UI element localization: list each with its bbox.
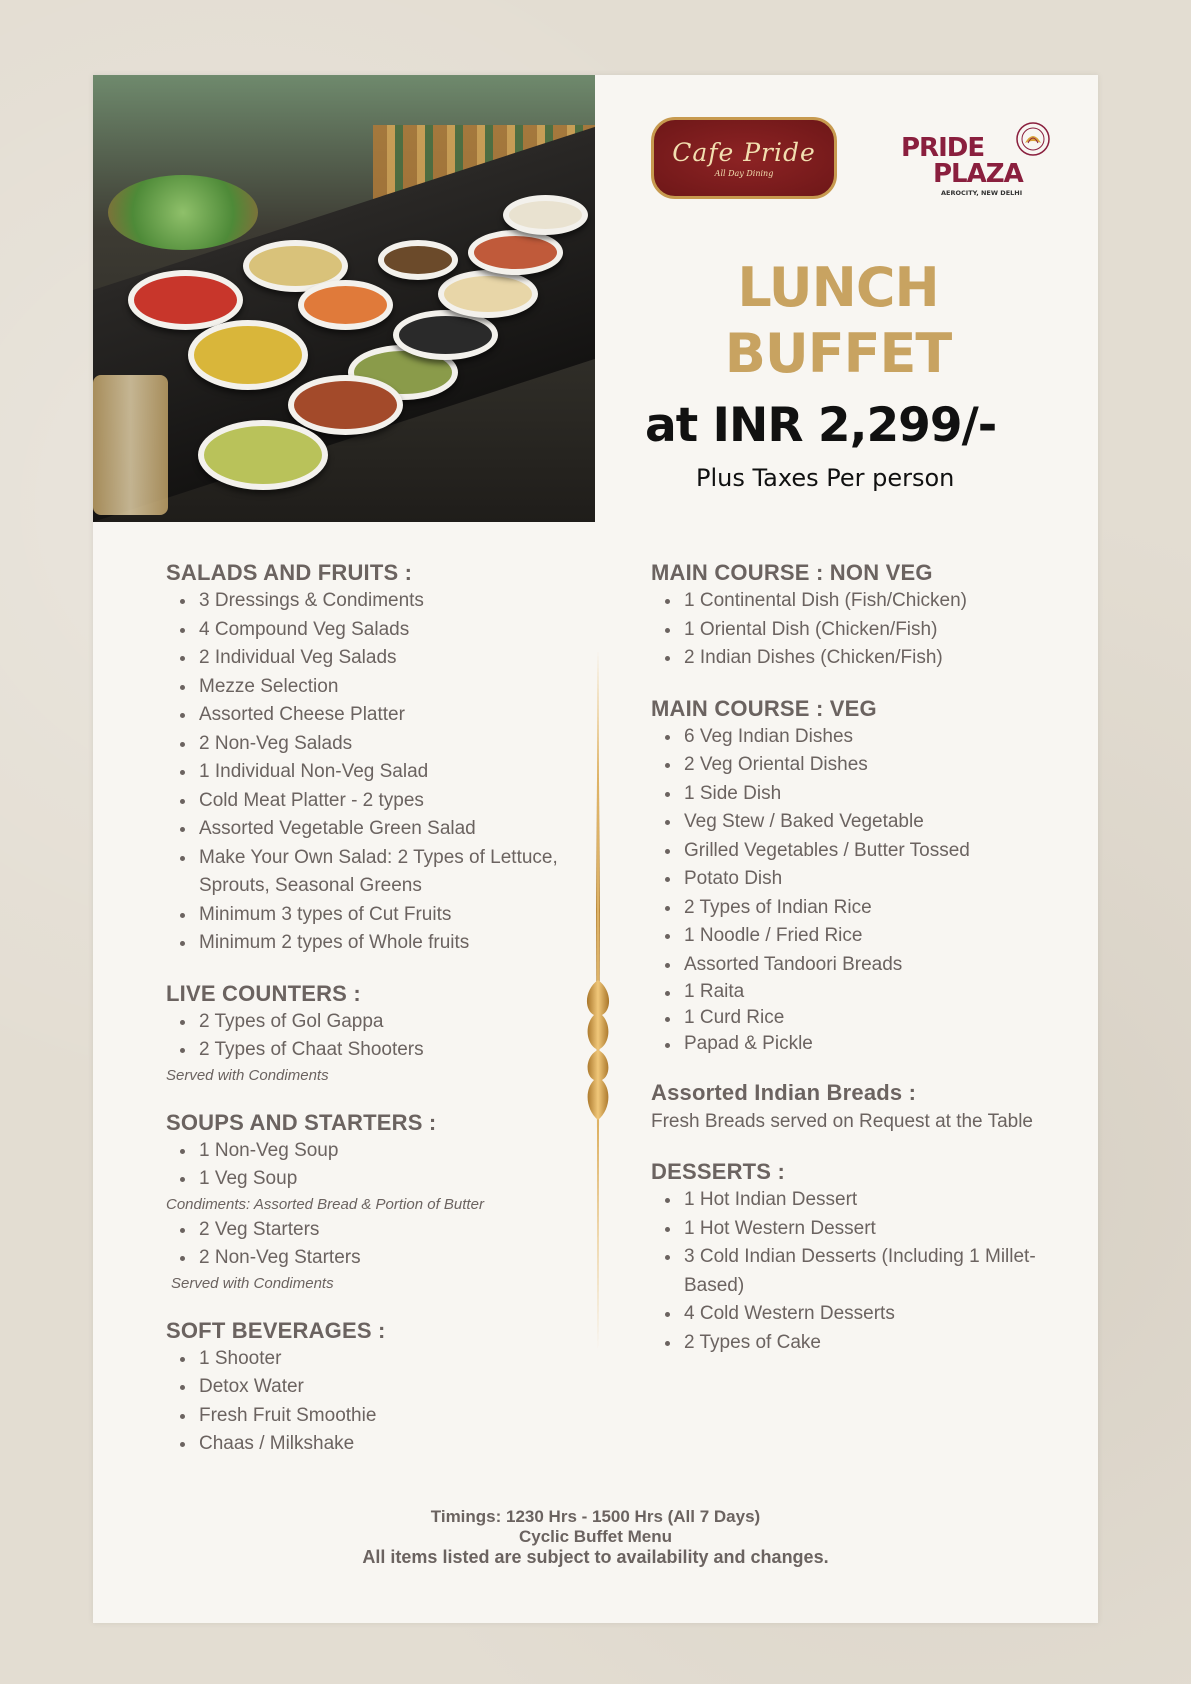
photo-bowl [378, 240, 458, 280]
list-item: 1 Oriental Dish (Chicken/Fish) [651, 616, 1061, 645]
photo-jar [93, 375, 168, 515]
hotel-logo-location: AEROCITY, NEW DELHI [941, 189, 1023, 197]
list-item: Papad & Pickle [651, 1031, 1061, 1057]
list-item: 1 Continental Dish (Fish/Chicken) [651, 587, 1061, 616]
salads-list [166, 587, 596, 958]
list-item: 2 Non-Veg Starters [166, 1244, 596, 1273]
section-title: DESSERTS : [651, 1159, 786, 1184]
list-item: 2 Veg Oriental Dishes [651, 751, 1061, 780]
section-title: Assorted Indian Breads : [651, 1080, 917, 1105]
list-item: 1 Shooter [166, 1345, 596, 1374]
desserts-list [651, 1186, 1061, 1357]
list-item: Cold Meat Platter - 2 types [166, 787, 596, 816]
hotel-logo-line2: PLAZA [933, 159, 1023, 189]
lotus-icon [1013, 119, 1053, 159]
section-title: SOFT BEVERAGES : [166, 1317, 386, 1343]
section-title: MAIN COURSE : VEG [651, 695, 877, 721]
section-note: Served with Condiments [171, 1274, 334, 1292]
left-menu-column [166, 559, 596, 1481]
veg-list [651, 723, 1061, 1058]
list-item: 1 Veg Soup [166, 1165, 596, 1194]
cafe-pride-logo [651, 117, 837, 199]
photo-bowl [298, 280, 393, 330]
photo-salad-bowl [108, 175, 258, 250]
list-item: 1 Raita [651, 979, 1061, 1005]
list-item: 1 Side Dish [651, 780, 1061, 809]
list-item: 6 Veg Indian Dishes [651, 723, 1061, 752]
price-note: Plus Taxes Per person [696, 464, 955, 492]
footer [93, 1507, 1098, 1567]
list-item: 2 Individual Veg Salads [166, 644, 596, 673]
photo-bowl [468, 230, 563, 275]
nonveg-list [651, 587, 1061, 673]
hotel-logo-line1: PRIDE [901, 133, 985, 163]
list-item: 1 Individual Non-Veg Salad [166, 758, 596, 787]
section-title: MAIN COURSE : NON VEG [651, 560, 933, 585]
cafe-logo-name: Cafe Pride [672, 138, 816, 167]
section-note: Served with Condiments [166, 1066, 329, 1084]
soups-list [166, 1137, 596, 1194]
section-title: SOUPS AND STARTERS : [166, 1109, 437, 1135]
list-item: Detox Water [166, 1373, 596, 1402]
menu-card [93, 75, 1098, 1623]
list-item: Veg Stew / Baked Vegetable [651, 808, 1061, 837]
list-item: 1 Noodle / Fried Rice [651, 922, 1061, 951]
list-item: Fresh Fruit Smoothie [166, 1402, 596, 1431]
nonveg-section [651, 559, 1061, 673]
timings-text: Timings: 1230 Hrs - 1500 Hrs (All 7 Days) [430, 1507, 761, 1526]
list-item: 2 Veg Starters [166, 1216, 596, 1245]
list-item: Assorted Tandoori Breads [651, 951, 1061, 980]
section-title: SALADS AND FRUITS : [166, 560, 413, 585]
list-item: 2 Non-Veg Salads [166, 730, 596, 759]
photo-bowl [438, 270, 538, 318]
list-item: Assorted Vegetable Green Salad [166, 815, 596, 844]
starters-list [166, 1216, 596, 1273]
photo-bowl [288, 375, 403, 435]
salads-section [166, 559, 596, 958]
breads-section [651, 1079, 1061, 1136]
menu-title-line2: BUFFET [724, 322, 952, 385]
cyclic-menu-text: Cyclic Buffet Menu [518, 1527, 673, 1546]
list-item: Assorted Cheese Platter [166, 701, 596, 730]
beverages-section [166, 1317, 596, 1459]
list-item: 4 Compound Veg Salads [166, 616, 596, 645]
photo-bowl [198, 420, 328, 490]
list-item: Chaas / Milkshake [166, 1430, 596, 1459]
list-item: Minimum 3 types of Cut Fruits [166, 901, 596, 930]
list-item: 3 Cold Indian Desserts (Including 1 Millet-Based) [651, 1243, 1061, 1300]
section-title: LIVE COUNTERS : [166, 980, 361, 1006]
menu-title-line1: LUNCH [737, 256, 939, 319]
price: at INR 2,299/- [645, 398, 997, 453]
breads-text: Fresh Breads served on Request at the Table [651, 1111, 1033, 1132]
list-item: 2 Types of Cake [651, 1329, 1061, 1358]
list-item: 2 Types of Gol Gappa [166, 1008, 596, 1037]
list-item: 1 Hot Indian Dessert [651, 1186, 1061, 1215]
list-item: 3 Dressings & Condiments [166, 587, 596, 616]
desserts-section [651, 1158, 1061, 1357]
list-item: 2 Types of Chaat Shooters [166, 1036, 596, 1065]
list-item: Make Your Own Salad: 2 Types of Lettuce, Sprouts, Seasonal Greens [166, 844, 566, 901]
list-item: 1 Hot Western Dessert [651, 1215, 1061, 1244]
veg-section [651, 695, 1061, 1058]
buffet-photo [93, 75, 595, 522]
photo-bowl [128, 270, 243, 330]
list-item: 1 Curd Rice [651, 1005, 1061, 1031]
live-counters-list [166, 1008, 596, 1065]
section-note: Condiments: Assorted Bread & Portion of Butter [166, 1195, 484, 1213]
list-item: 4 Cold Western Desserts [651, 1300, 1061, 1329]
ornament-divider [578, 650, 618, 1370]
list-item: Potato Dish [651, 865, 1061, 894]
menu-title [693, 255, 983, 387]
list-item: Mezze Selection [166, 673, 596, 702]
list-item: 2 Indian Dishes (Chicken/Fish) [651, 644, 1061, 673]
disclaimer-text: All items listed are subject to availability and changes. [362, 1547, 829, 1567]
list-item: 1 Non-Veg Soup [166, 1137, 596, 1166]
photo-bowl [188, 320, 308, 390]
beverages-list [166, 1345, 596, 1459]
pride-plaza-logo [901, 117, 1053, 199]
list-item: Minimum 2 types of Whole fruits [166, 929, 596, 958]
soups-section [166, 1109, 596, 1295]
live-counters-section [166, 980, 596, 1087]
list-item: Grilled Vegetables / Butter Tossed [651, 837, 1061, 866]
photo-bowl [503, 195, 588, 235]
cafe-logo-tagline: All Day Dining [714, 169, 774, 178]
right-menu-column [651, 559, 1061, 1379]
list-item: 2 Types of Indian Rice [651, 894, 1061, 923]
